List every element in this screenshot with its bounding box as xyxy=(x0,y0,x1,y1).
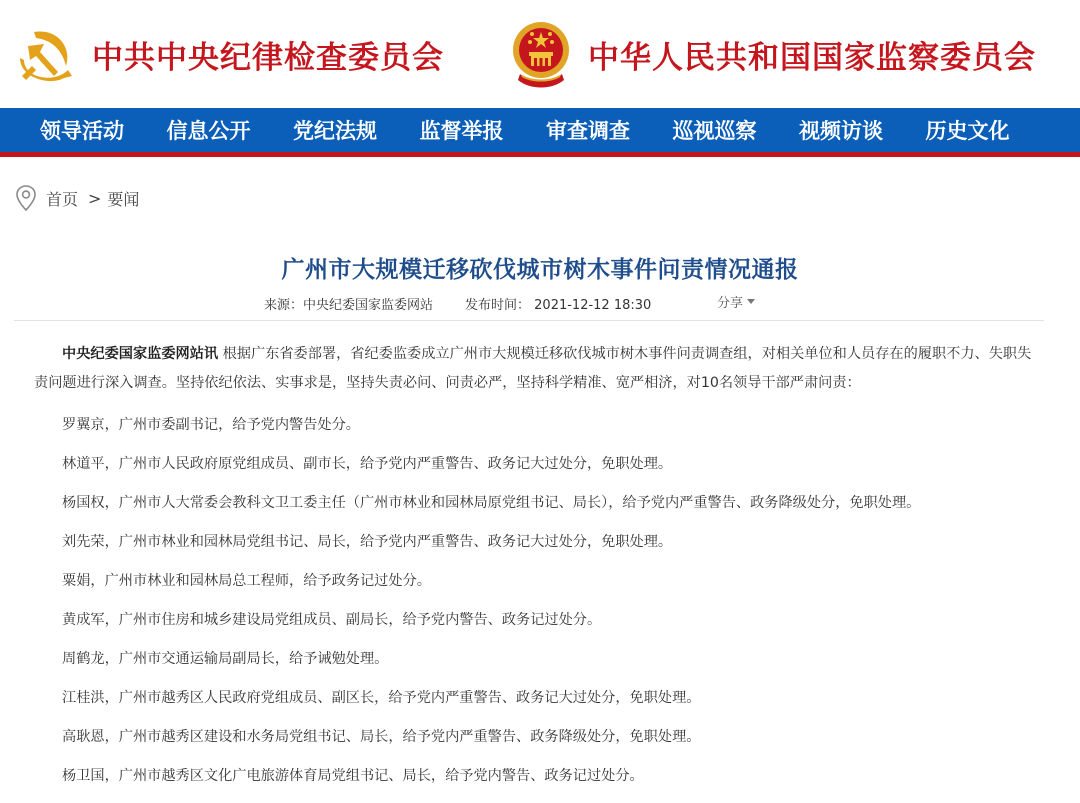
lead-paragraph xyxy=(34,340,1034,398)
nav-item-report[interactable]: 监督举报 xyxy=(419,118,504,143)
accountability-item: 高耿恩，广州市越秀区建设和水务局党组书记、局长，给予党内严重警告、政务降级处分，免职处理。 xyxy=(62,729,701,745)
nav-item-info-disclosure[interactable]: 信息公开 xyxy=(166,118,251,143)
breadcrumb-current[interactable]: 要闻 xyxy=(107,189,140,209)
title-divider xyxy=(14,320,1044,321)
article-title: 广州市大规模迁移砍伐城市树木事件问责情况通报 xyxy=(281,257,799,284)
share-label: 分享 xyxy=(717,296,744,311)
accountability-item: 罗翼京，广州市委副书记，给予党内警告处分。 xyxy=(62,417,360,433)
nsc-title: 中华人民共和国国家监察委员会 xyxy=(588,39,1036,76)
nav-item-inspection[interactable]: 巡视巡察 xyxy=(672,118,757,143)
accountability-item: 黄成军，广州市住房和城乡建设局党组成员、副局长，给予党内警告、政务记过处分。 xyxy=(62,612,602,628)
nav-item-history-culture[interactable]: 历史文化 xyxy=(925,118,1010,143)
accountability-item: 林道平，广州市人民政府原党组成员、副市长，给予党内严重警告、政务记大过处分，免职处理。 xyxy=(62,456,673,472)
main-nav xyxy=(0,108,1080,157)
article-body xyxy=(34,340,1034,803)
lead-text: 根据广东省委部署，省纪委监委成立广州市大规模迁移砍伐城市树木事件问责调查组，对相关单位和人员存在的履职不力、失职失责问题进行深入调查。坚持依纪依法、实事求是，坚持失责必问、问责必严，坚持科学精准、宽严相济，对10名领导干部严肃问责： xyxy=(34,346,1032,391)
location-pin-icon xyxy=(14,184,38,212)
article-meta xyxy=(264,294,651,313)
accountability-item: 杨卫国，广州市越秀区文化广电旅游体育局党组书记、局长，给予党内警告、政务记过处分。 xyxy=(62,768,644,784)
nav-list xyxy=(0,108,1080,152)
nav-item-party-regulations[interactable]: 党纪法规 xyxy=(293,118,377,143)
accountability-item: 杨国权，广州市人大常委会教科文卫工委主任（广州市林业和园林局原党组书记、局长），给予党内严重警告、政务降级处分，免职处理。 xyxy=(62,495,921,511)
cpc-ccdi-brand[interactable] xyxy=(14,18,444,90)
nsc-brand[interactable] xyxy=(508,14,1036,94)
article-source: 来源：中央纪委国家监委网站 xyxy=(264,298,434,313)
breadcrumb-home[interactable]: 首页 xyxy=(46,189,79,209)
share-button[interactable] xyxy=(717,292,755,311)
accountability-item: 江桂洪，广州市越秀区人民政府党组成员、副区长，给予党内严重警告、政务记大过处分，免职处理。 xyxy=(62,690,701,706)
article-publish-time: 发布时间： 2021-12-12 18:30 xyxy=(465,298,652,313)
national-emblem-icon xyxy=(508,18,574,90)
breadcrumb xyxy=(14,184,139,212)
cpc-ccdi-title: 中共中央纪律检查委员会 xyxy=(92,39,444,76)
nav-item-leadership[interactable]: 领导活动 xyxy=(40,118,124,143)
accountability-item: 粟娟，广州市林业和园林局总工程师，给予政务记过处分。 xyxy=(62,573,431,589)
accountability-item: 刘先荣，广州市林业和园林局党组书记、局长，给予党内严重警告、政务记大过处分，免职处理。 xyxy=(62,534,673,550)
accountability-item: 周鹤龙，广州市交通运输局副局长，给予诫勉处理。 xyxy=(62,651,389,667)
nav-item-video-interview[interactable]: 视频访谈 xyxy=(799,118,883,143)
lead-source: 中央纪委国家监委网站讯 xyxy=(62,346,219,362)
site-header xyxy=(0,0,1080,108)
caret-down-icon xyxy=(747,299,755,304)
nav-item-investigation[interactable]: 审查调查 xyxy=(546,118,630,143)
party-emblem-icon xyxy=(14,22,78,86)
breadcrumb-separator: > xyxy=(88,188,102,208)
